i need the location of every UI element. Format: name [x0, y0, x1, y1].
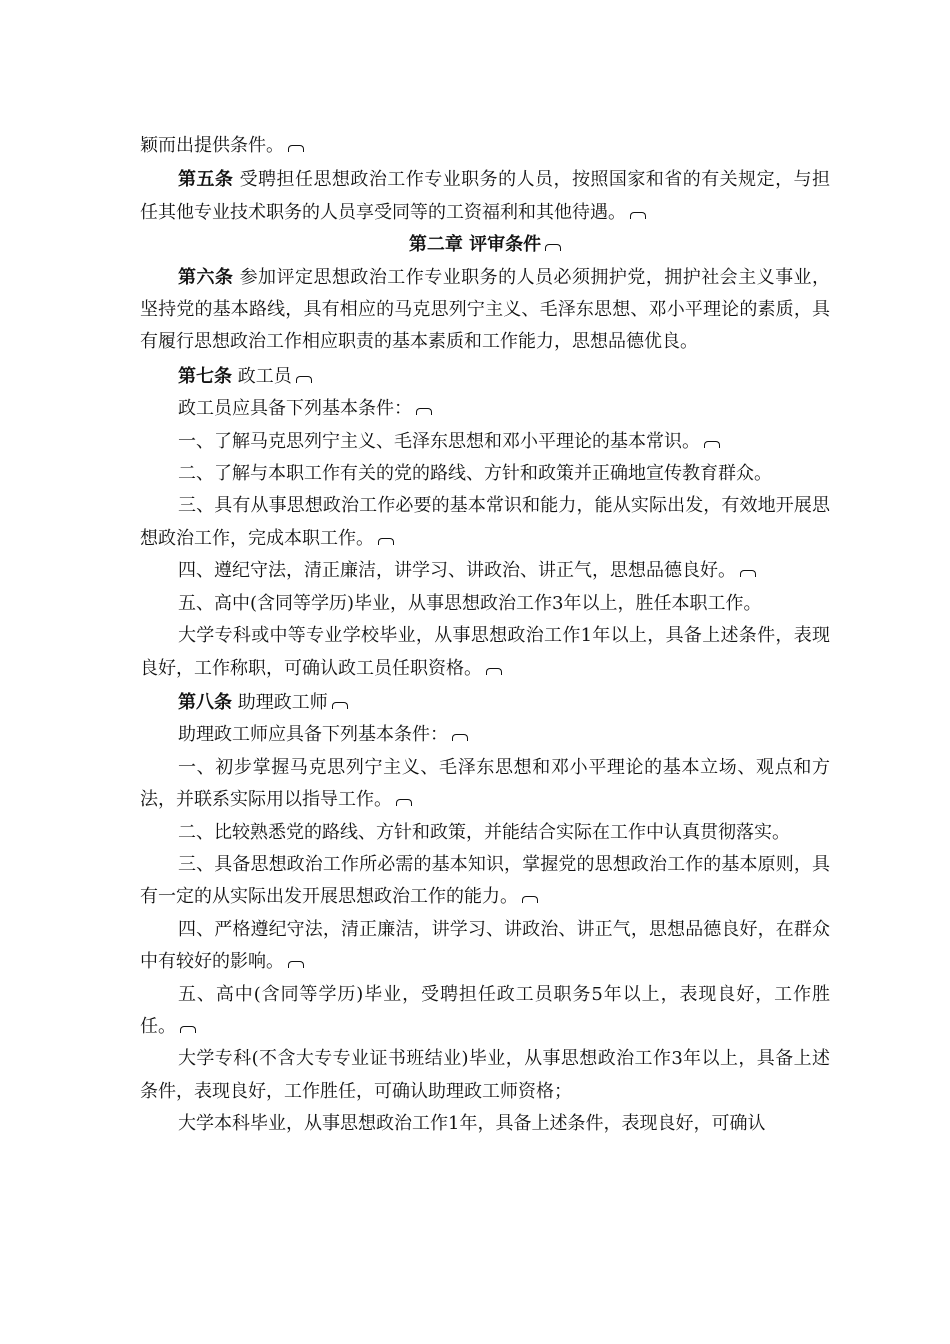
paragraph-mark-icon — [396, 799, 412, 806]
paragraph-mark-icon — [378, 538, 394, 545]
article-8-item: 大学专科(不含大专专业证书班结业)毕业，从事思想政治工作3年以上，具备上述条件，表现良好，工作胜任，可确认助理政工师资格； — [140, 1048, 830, 1102]
article-label: 第五条 — [178, 169, 234, 191]
paragraph-mark-icon — [486, 668, 502, 675]
article-8: 第八条 助理政工师 — [140, 687, 830, 719]
paragraph-mark-icon — [704, 441, 720, 448]
paragraph-mark-icon — [545, 244, 561, 251]
paragraph-mark-icon — [332, 702, 348, 709]
article-8-item: 一、初步掌握马克思列宁主义、毛泽东思想和邓小平理论的基本立场、观点和方法，并联系实际用以指导工作。 — [140, 756, 830, 811]
article-8-item: 三、具备思想政治工作所必需的基本知识，掌握党的思想政治工作的基本原则，具有一定的从实际出发开展思想政治工作的能力。 — [140, 853, 830, 908]
article-7: 第七条 政工员 — [140, 361, 830, 393]
article-8-item: 大学本科毕业，从事思想政治工作1年，具备上述条件，表现良好，可确认 — [178, 1113, 766, 1135]
article-label: 第六条 — [178, 266, 234, 288]
article-7-item: 大学专科或中等专业学校毕业，从事思想政治工作1年以上，具备上述条件，表现良好，工作称职，可确认政工员任职资格。 — [140, 625, 830, 679]
paragraph-mark-icon — [452, 734, 468, 741]
paragraph-mark-icon — [296, 376, 312, 383]
paragraph-mark-icon — [522, 896, 538, 903]
paragraph-mark-icon — [180, 1026, 196, 1033]
paragraph-mark-icon — [740, 570, 756, 577]
article-7-item: 五、高中(含同等学历)毕业，从事思想政治工作3年以上，胜任本职工作。 — [178, 592, 762, 614]
article-label: 第七条 — [178, 365, 232, 387]
document-page — [140, 130, 830, 1141]
paragraph-mark-icon — [288, 961, 304, 968]
article-7-item: 二、了解与本职工作有关的党的路线、方针和政策并正确地宣传教育群众。 — [178, 463, 772, 485]
article-7-item: 四、遵纪守法，清正廉洁，讲学习、讲政治、讲正气，思想品德良好。 — [140, 555, 830, 587]
article-8-intro: 助理政工师应具备下列基本条件： — [140, 719, 830, 751]
article-6: 第六条 参加评定思想政治工作专业职务的人员必须拥护党，拥护社会主义事业，坚持党的基本路线，具有相应的马克思列宁主义、毛泽东思想、邓小平理论的素质，具有履行思想政治工作相应职责的基本素质和工作能力，思想品德优良。 — [140, 266, 830, 353]
article-8-item: 五、高中(含同等学历)毕业，受聘担任政工员职务5年以上，表现良好，工作胜任。 — [140, 983, 830, 1037]
chapter-heading: 第二章 评审条件 — [140, 229, 830, 261]
paragraph-mark-icon — [416, 408, 432, 415]
paragraph-mark-icon — [288, 145, 304, 152]
article-7-item: 一、了解马克思列宁主义、毛泽东思想和邓小平理论的基本常识。 — [140, 426, 830, 458]
article-5: 第五条 受聘担任思想政治工作专业职务的人员，按照国家和省的有关规定，与担任其他专业技术职务的人员享受同等的工资福利和其他待遇。 — [140, 169, 830, 223]
paragraph-continuation: 颖而出提供条件。 — [140, 130, 830, 162]
article-8-item: 四、严格遵纪守法，清正廉洁，讲学习、讲政治、讲正气，思想品德良好，在群众中有较好的影响。 — [140, 918, 830, 973]
article-label: 第八条 — [178, 691, 232, 713]
article-8-item: 二、比较熟悉党的路线、方针和政策，并能结合实际在工作中认真贯彻落实。 — [178, 821, 790, 843]
article-7-item: 三、具有从事思想政治工作必要的基本常识和能力，能从实际出发，有效地开展思想政治工作，完成本职工作。 — [140, 495, 830, 549]
article-7-intro: 政工员应具备下列基本条件： — [140, 393, 830, 425]
paragraph-mark-icon — [630, 212, 646, 219]
